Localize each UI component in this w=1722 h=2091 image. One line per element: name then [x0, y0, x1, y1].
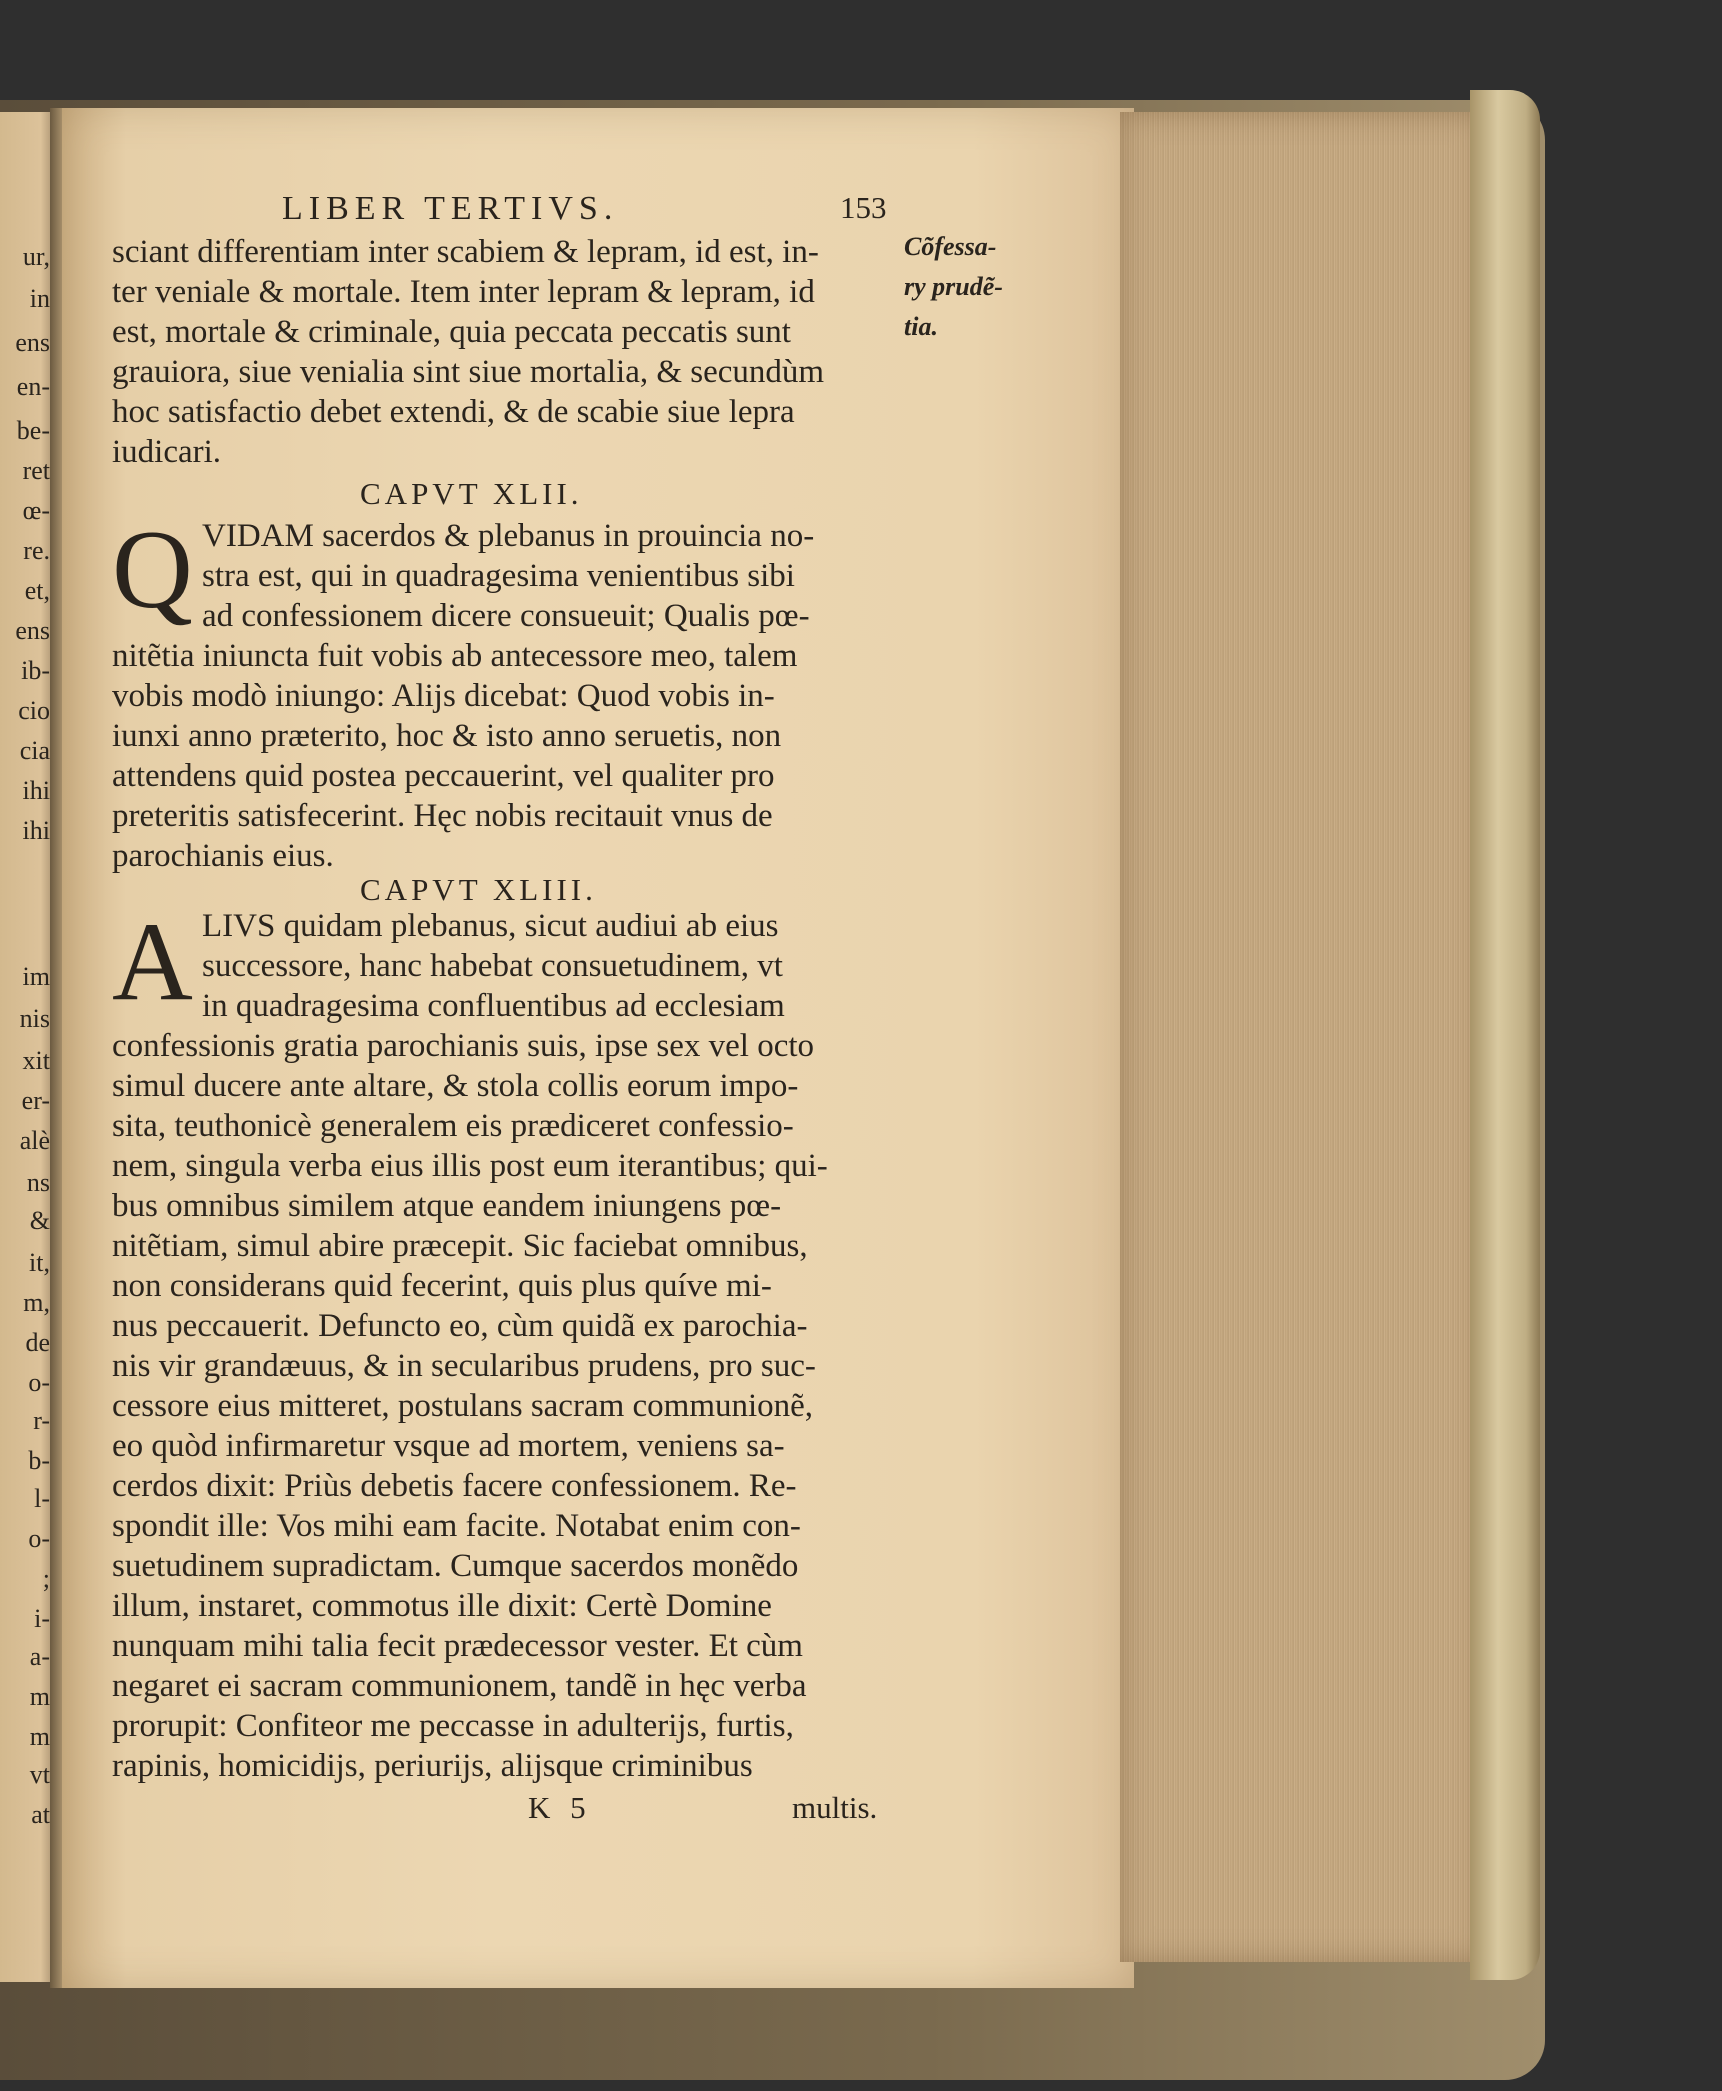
- text-line: sita, teuthonicè generalem eis prædiceret confessio-: [112, 1108, 794, 1144]
- left-fragment: ihi: [22, 776, 50, 805]
- chapter-heading: CAPVT XLIII.: [360, 872, 597, 907]
- left-fragment: nis: [19, 1004, 50, 1033]
- text-line: nus peccauerit. Defuncto eo, cùm quidã ex parochia-: [112, 1308, 808, 1344]
- text-line: sciant differentiam inter scabiem & lepram, id est, in-: [112, 234, 819, 270]
- text-line: simul ducere ante altare, & stola collis eorum impo-: [112, 1068, 799, 1104]
- left-fragment: en-: [16, 372, 50, 401]
- text-line: bus omnibus similem atque eandem iniungens pœ-: [112, 1188, 782, 1224]
- text-line: VIDAM sacerdos & plebanus in prouincia no-: [202, 518, 815, 554]
- left-fragment: b-: [28, 1446, 50, 1475]
- page-fore-edge: [1120, 112, 1484, 1962]
- left-fragment: l-: [34, 1484, 50, 1513]
- left-fragment: ihi: [22, 816, 50, 845]
- text-line: eo quòd infirmaretur vsque ad mortem, veniens sa-: [112, 1428, 785, 1464]
- left-fragment: ns: [26, 1168, 50, 1197]
- left-fragment: &: [29, 1206, 50, 1235]
- text-line: non considerans quid fecerint, quis plus quíve mi-: [112, 1268, 772, 1304]
- left-fragment: re.: [23, 536, 50, 565]
- text-line: nitẽtiam, simul abire præcepit. Sic faciebat omnibus,: [112, 1228, 808, 1264]
- left-fragment: m: [29, 1682, 50, 1711]
- left-fragment: ens: [15, 328, 50, 357]
- text-line: suetudinem supradictam. Cumque sacerdos monẽdo: [112, 1548, 799, 1584]
- text-line: cessore eius mitteret, postulans sacram communionẽ,: [112, 1388, 814, 1424]
- left-fragment: ret: [22, 456, 50, 485]
- drop-cap: Q: [112, 508, 193, 632]
- left-fragment: a-: [29, 1642, 50, 1671]
- text-line: cerdos dixit: Priùs debetis facere confessionem. Re-: [112, 1468, 797, 1504]
- left-fragment: m: [29, 1722, 50, 1751]
- text-line: stra est, qui in quadragesima venientibus sibi: [202, 558, 795, 594]
- chapter-heading: CAPVT XLII.: [360, 476, 583, 511]
- text-line: LIVS quidam plebanus, sicut audiui ab eius: [202, 908, 779, 944]
- left-fragment: œ-: [22, 496, 50, 525]
- text-line: parochianis eius.: [112, 838, 334, 874]
- left-fragment: ur,: [22, 242, 50, 271]
- left-fragment: o-: [28, 1524, 50, 1553]
- left-fragment: i-: [34, 1604, 50, 1633]
- text-line: nis vir grandæuus, & in secularibus prudens, pro suc-: [112, 1348, 816, 1384]
- left-fragment: ;: [42, 1564, 50, 1593]
- left-fragment: cia: [19, 736, 50, 765]
- text-line: nitẽtia iniuncta fuit vobis ab antecessore meo, talem: [112, 638, 798, 674]
- catchword: multis.: [792, 1790, 878, 1825]
- text-line: spondit ille: Vos mihi eam facite. Notabat enim con-: [112, 1508, 801, 1544]
- left-fragment: alè: [19, 1126, 50, 1155]
- text-line: ad confessionem dicere consueuit; Qualis pœ-: [202, 598, 810, 634]
- left-fragment: m,: [23, 1288, 50, 1317]
- text-line: iunxi anno præterito, hoc & isto anno seruetis, non: [112, 718, 782, 754]
- text-line: illum, instaret, commotus ille dixit: Certè Domine: [112, 1588, 772, 1624]
- left-fragment: de: [25, 1328, 50, 1357]
- drop-cap: A: [112, 900, 193, 1024]
- text-line: ter veniale & mortale. Item inter lepram & lepram, id: [112, 274, 815, 310]
- left-fragment: im: [22, 962, 50, 991]
- text-line: preteritis satisfecerint. Hęc nobis recitauit vnus de: [112, 798, 773, 834]
- text-line: vobis modò iniungo: Alijs dicebat: Quod vobis in-: [112, 678, 775, 714]
- left-fragment: at: [31, 1800, 50, 1829]
- text-line: rapinis, homicidijs, periurijs, alijsque criminibus: [112, 1748, 753, 1784]
- left-fragment: vt: [29, 1760, 50, 1789]
- text-line: successore, hanc habebat consuetudinem, vt: [202, 948, 783, 984]
- margin-note-line: tia.: [904, 312, 938, 341]
- running-head: LIBER TERTIVS.: [282, 190, 619, 227]
- left-fragment: et,: [24, 576, 50, 605]
- text-line: hoc satisfactio debet extendi, & de scabie siue lepra: [112, 394, 795, 430]
- left-fragment: be-: [16, 416, 50, 445]
- text-line: negaret ei sacram communionem, tandẽ in hęc verba: [112, 1668, 807, 1704]
- text-line: est, mortale & criminale, quia peccata peccatis sunt: [112, 314, 791, 350]
- text-line: iudicari.: [112, 434, 222, 470]
- left-fragment: r-: [33, 1406, 50, 1435]
- left-fragment: er-: [21, 1086, 50, 1115]
- left-fragment: in: [29, 284, 50, 313]
- text-line: grauiora, siue venialia sint siue mortalia, & secundùm: [112, 354, 825, 390]
- text-line: nem, singula verba eius illis post eum iterantibus; qui-: [112, 1148, 828, 1184]
- text-line: attendens quid postea peccauerint, vel qualiter pro: [112, 758, 775, 794]
- left-fragment: ib-: [21, 656, 50, 685]
- page-number: 153: [840, 190, 887, 225]
- left-fragment: xit: [22, 1046, 50, 1075]
- left-fragment: ens: [15, 616, 50, 645]
- signature-mark: K 5: [528, 1790, 592, 1825]
- text-line: in quadragesima confluentibus ad ecclesiam: [202, 988, 785, 1024]
- left-fragment: o-: [28, 1368, 50, 1397]
- left-fragment: it,: [29, 1248, 50, 1277]
- cover-board-edge: [1470, 90, 1540, 1980]
- text-line: confessionis gratia parochianis suis, ipse sex vel octo: [112, 1028, 815, 1064]
- margin-note-line: ry prudẽ-: [904, 272, 1003, 301]
- text-line: nunquam mihi talia fecit prædecessor vester. Et cùm: [112, 1628, 803, 1664]
- left-fragment: cio: [18, 696, 50, 725]
- margin-note-line: Cõfessa-: [904, 232, 997, 261]
- text-line: prorupit: Confiteor me peccasse in adulterijs, furtis,: [112, 1708, 794, 1744]
